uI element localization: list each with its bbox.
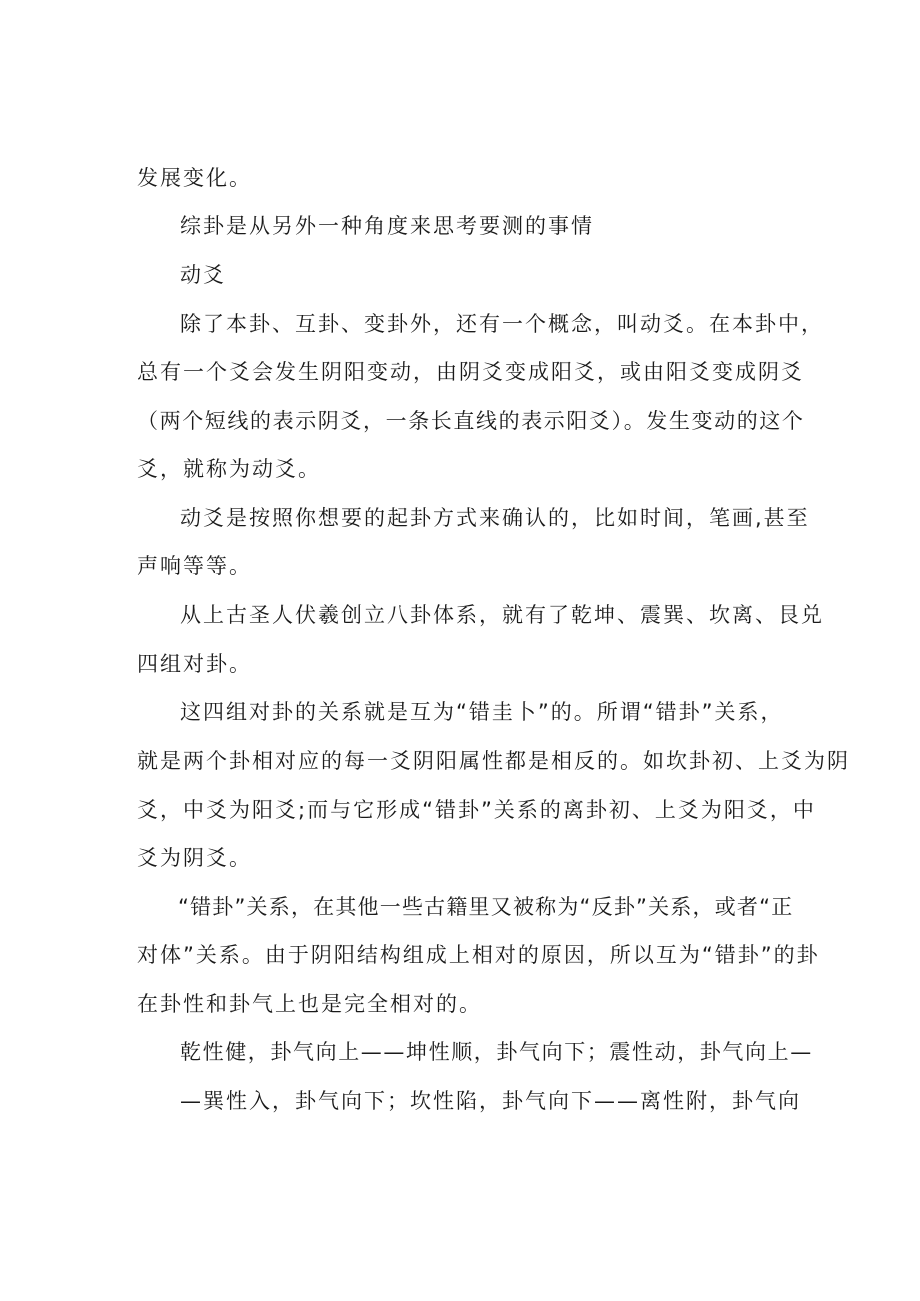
text-line: 发展变化。: [137, 166, 252, 190]
text-line: 这四组对卦的关系就是互为“错圭卜”的。所谓“错卦”关系，: [180, 700, 784, 724]
text-line: 对体”关系。由于阴阳结构组成上相对的原因，所以互为“错卦”的卦: [137, 943, 820, 967]
text-line: 四组对卦。: [137, 652, 252, 676]
text-line: 总有一个爻会发生阴阳变动，由阴爻变成阳爻，或由阳爻变成阴爻: [137, 360, 804, 384]
text-line: “错卦”关系，在其他一些古籍里又被称为“反卦”关系，或者“正: [178, 895, 794, 919]
text-line: 在卦性和卦气上也是完全相对的。: [137, 992, 482, 1016]
text-line: 综卦是从另外一种角度来思考要测的事情: [180, 214, 594, 238]
text-line: 就是两个卦相对应的每一爻阴阳属性都是相反的。如坎卦初、上爻为阴: [137, 749, 850, 773]
text-line: 乾性健，卦气向上——坤性顺，卦气向下；震性动，卦气向上—: [180, 1040, 813, 1064]
text-line: —巽性入，卦气向下；坎性陷，卦气向下——离性附，卦气向: [180, 1089, 801, 1113]
section-heading: 动爻: [180, 263, 226, 287]
text-line: 动爻是按照你想要的起卦方式来确认的，比如时间，笔画,甚至: [180, 506, 810, 530]
text-line: （两个短线的表示阴爻，一条长直线的表示阳爻）。发生变动的这个: [137, 409, 805, 433]
text-line: 爻，中爻为阳爻;而与它形成“错卦”关系的离卦初、上爻为阳爻，中: [137, 798, 816, 822]
text-line: 除了本卦、互卦、变卦外，还有一个概念，叫动爻。在本卦中，: [180, 312, 824, 336]
text-line: 爻为阴爻。: [137, 846, 252, 870]
text-line: 从上古圣人伏羲创立八卦体系，就有了乾坤、震巽、坎离、艮兑: [180, 603, 824, 627]
text-line: 声响等等。: [137, 554, 252, 578]
text-line: 爻，就称为动爻。: [137, 457, 321, 481]
